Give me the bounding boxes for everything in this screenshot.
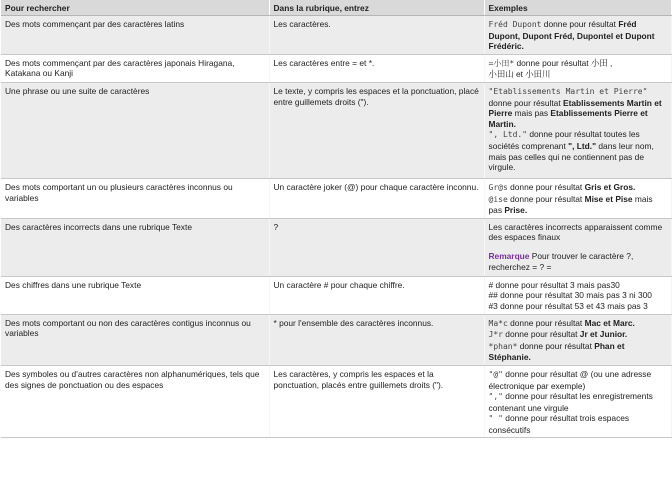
row-what: Des symboles ou d'autres caractères non alphanumériques, tels que des signes de ponctuation ou des espaces [1, 365, 269, 438]
table-row [1, 82, 671, 178]
row-what: Des mots commençant par des caractères japonais Hiragana, Katakana ou Kanji [1, 54, 269, 82]
row-what: Des mots comportant ou non des caractères contigus inconnus ou variables [1, 314, 269, 365]
example-text: donne pour résultat [488, 97, 563, 108]
row-example [484, 54, 671, 82]
row-enter: Les caractères, y compris les espaces et la ponctuation, placés entre guillemets droits ("). [269, 365, 484, 438]
example-text: Les caractères incorrects apparaissent comme des espaces finaux [488, 221, 663, 243]
example-line2: 小田山 et 小田川 [488, 69, 551, 80]
example-text: donne pour résultat [507, 317, 585, 328]
note-text: Pour trouver le caractère ?, recherchez = ? = [488, 250, 634, 272]
header-col-examples: Exemples [484, 0, 671, 16]
example-result: Fréd Dupont, Dupont Fréd, [488, 19, 637, 41]
row-example [484, 16, 671, 55]
table-row [1, 365, 671, 438]
example-code: "@" [488, 369, 503, 379]
header-col-what: Pour rechercher [1, 0, 269, 16]
example-text-2: donne pour résultat les enregistrements contenant une virgule [488, 391, 653, 413]
row-example [484, 178, 671, 218]
example-result-2: Jr et Junior. [579, 329, 628, 340]
example-text-2: donne pour résultat toutes les sociétés comprenant [488, 129, 640, 151]
example-text: donne pour résultat [541, 19, 619, 29]
example-result-2: Mise et Pise [584, 193, 633, 204]
search-syntax-table [1, 0, 672, 438]
table-header [1, 0, 671, 16]
table-row [1, 16, 671, 55]
example-text: donne pour résultat [507, 181, 585, 192]
table-row [1, 276, 671, 314]
example-text-3: donne pour résultat trois espaces consécutifs [488, 413, 630, 435]
example-result-3: ", Ltd." [568, 140, 597, 151]
row-enter: ? [269, 218, 484, 276]
example-code: Fréd Dupont [488, 20, 542, 29]
row-enter: Un caractère # pour chaque chiffre. [269, 276, 484, 314]
example-text-3: mais pas [488, 193, 653, 216]
example-result-3: Prise. [504, 205, 528, 216]
row-example [484, 365, 671, 438]
example-code-2: J*r [488, 330, 503, 340]
table-row [1, 218, 671, 276]
example-code-2: @ise [488, 194, 508, 204]
example-code: "Etablissements Martin et Pierre" [488, 86, 648, 96]
example-line-1: # donne pour résultat 3 mais pas30 [488, 279, 620, 290]
row-example [484, 82, 671, 178]
row-what: Des mots comportant un ou plusieurs caractères inconnus ou variables [1, 178, 269, 218]
row-enter: * pour l'ensemble des caractères inconnus. [269, 314, 484, 365]
row-what: Une phrase ou une suite de caractères [1, 82, 269, 178]
example-text-3: donne pour résultat [517, 340, 595, 351]
note-label: Remarque [488, 250, 530, 261]
example-code-2: ", Ltd." [488, 130, 528, 140]
example-code: =小田* [488, 58, 515, 68]
example-text: donne pour résultat 小田 , [514, 57, 613, 68]
example-code-3: *phan* [488, 341, 518, 351]
example-line-3: #3 donne pour résultat 53 et 43 mais pas 3 [488, 300, 648, 311]
example-text-mid: mais pas [512, 108, 551, 119]
example-code-2: "," [488, 392, 503, 402]
example-text-2: donne pour résultat [502, 329, 580, 340]
row-enter: Les caractères entre = et *. [269, 54, 484, 82]
example-code-3: " " [488, 414, 503, 424]
row-what: Des chiffres dans une rubrique Texte [1, 276, 269, 314]
example-text: donne pour résultat @ (ou une adresse électronique par exemple) [488, 368, 652, 391]
example-result: Gris et Gros. [584, 181, 636, 192]
example-result-3: Phan et Stéphanie. [488, 340, 625, 363]
header-col-enter: Dans la rubrique, entrez [269, 0, 484, 16]
row-example [484, 218, 671, 276]
example-text-3: dans leur nom, mais pas celles qui ne contiennent pas de virgule. [488, 140, 654, 173]
row-enter: Le texte, y compris les espaces et la ponctuation, placé entre guillemets droits ("). [269, 82, 484, 178]
row-enter: Les caractères. [269, 16, 484, 55]
table-row [1, 178, 671, 218]
example-result-2: Etablissements Pierre et Martin. [488, 108, 648, 129]
example-result: Mac et Marc. [584, 317, 635, 328]
row-example [484, 276, 671, 314]
row-what: Des caractères incorrects dans une rubrique Texte [1, 218, 269, 276]
row-example [484, 314, 671, 365]
example-code: Ma*c [488, 318, 508, 328]
example-result: Etablissements Martin et Pierre [488, 97, 662, 119]
example-text-2: donne pour résultat [507, 193, 585, 204]
example-line-2: ## donne pour résultat 30 mais pas 3 ni 300 [488, 290, 652, 301]
row-enter: Un caractère joker (@) pour chaque caractère inconnu. [269, 178, 484, 218]
row-what: Des mots commençant par des caractères latins [1, 16, 269, 55]
example-code: Gr@s [488, 182, 508, 192]
table-row [1, 54, 671, 82]
table-row [1, 314, 671, 365]
example-result-2: Dupontel et Dupont Frédéric. [488, 30, 655, 52]
